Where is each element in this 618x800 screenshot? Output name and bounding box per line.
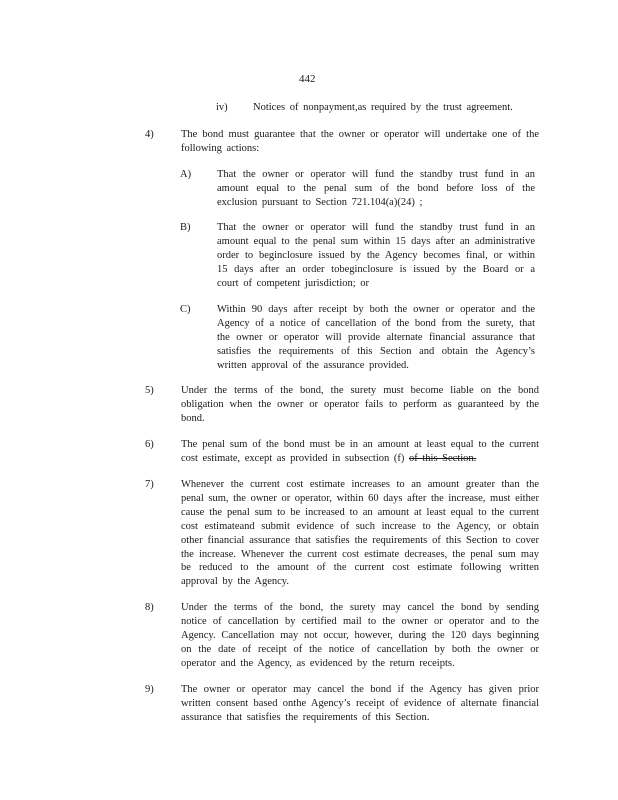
list-marker: 4) — [145, 129, 154, 140]
list-item-text: The owner or operator may cancel the bond if the Agency has given prior written consent based onthe Agency’s receipt of evidence of alternate financial assurance that satisfies the requirements of this Section. — [181, 684, 539, 723]
list-item-text: Within 90 days after receipt by both the owner or operator and the Agency of a notice of cancellation of the bond from the surety, that the owner or operator will provide alternate financial assurance that satisfies the requirements of this Section and obtain the Agency’s written approval of the assurance provided. — [217, 304, 535, 371]
list-item-body: The penal sum of the bond must be in an amount at least equal to the current cost estimate, except as provided in subsection (f) — [181, 439, 539, 464]
list-item-text: The bond must guarantee that the owner or operator will undertake one of the following actions: — [181, 129, 539, 154]
struck-text: of this Section. — [408, 452, 477, 464]
list-item-text: Under the terms of the bond, the surety must become liable on the bond obligation when the owner or operator fails to perform as guaranteed by the bond. — [181, 385, 539, 424]
list-item-text: Notices of nonpayment,as required by the trust agreement. — [253, 102, 513, 113]
page-number: 442 — [299, 73, 316, 85]
list-marker: 6) — [145, 439, 154, 450]
list-item-text: That the owner or operator will fund the standby trust fund in an amount equal to the penal sum of the bond before loss of the exclusion pursuant to Section 721.104(a)(24) ; — [217, 169, 535, 208]
list-marker: 7) — [145, 479, 154, 490]
list-item-text: Whenever the current cost estimate increases to an amount greater than the penal sum, the owner or operator, within 60 days after the increase, must either cause the penal sum to be increased to an amount at least equal to the current cost estimateand submit evidence of such increase to the Agency, or obtain other financial assurance that satisfies the requirements of this Section to cover the increase. Whenever the current cost estimate decreases, the penal sum may be reduced to the amount of the current cost estimate following written approval by the Agency. — [181, 479, 539, 588]
list-marker: A) — [180, 169, 192, 180]
list-marker: C) — [180, 304, 191, 315]
list-marker: iv) — [216, 102, 228, 113]
list-marker: 5) — [145, 385, 154, 396]
list-item-text — [181, 438, 539, 466]
list-marker: 9) — [145, 684, 154, 695]
list-marker: B) — [180, 222, 191, 233]
list-marker: 8) — [145, 602, 154, 613]
list-item-text: That the owner or operator will fund the standby trust fund in an amount equal to the penal sum within 15 days after an administrative order to beginclosure issued by the Agency becomes final, or within 15 days after an order tobeginclosure is issued by the Board or a court of competent jurisdiction; or — [217, 222, 535, 289]
list-item-text: Under the terms of the bond, the surety may cancel the bond by sending notice of cancellation by certified mail to the owner or operator and to the Agency. Cancellation may not occur, however, during the 120 days beginning on the date of receipt of the notice of cancellation by both the owner or operator and the Agency, as evidenced by the return receipts. — [181, 602, 539, 669]
